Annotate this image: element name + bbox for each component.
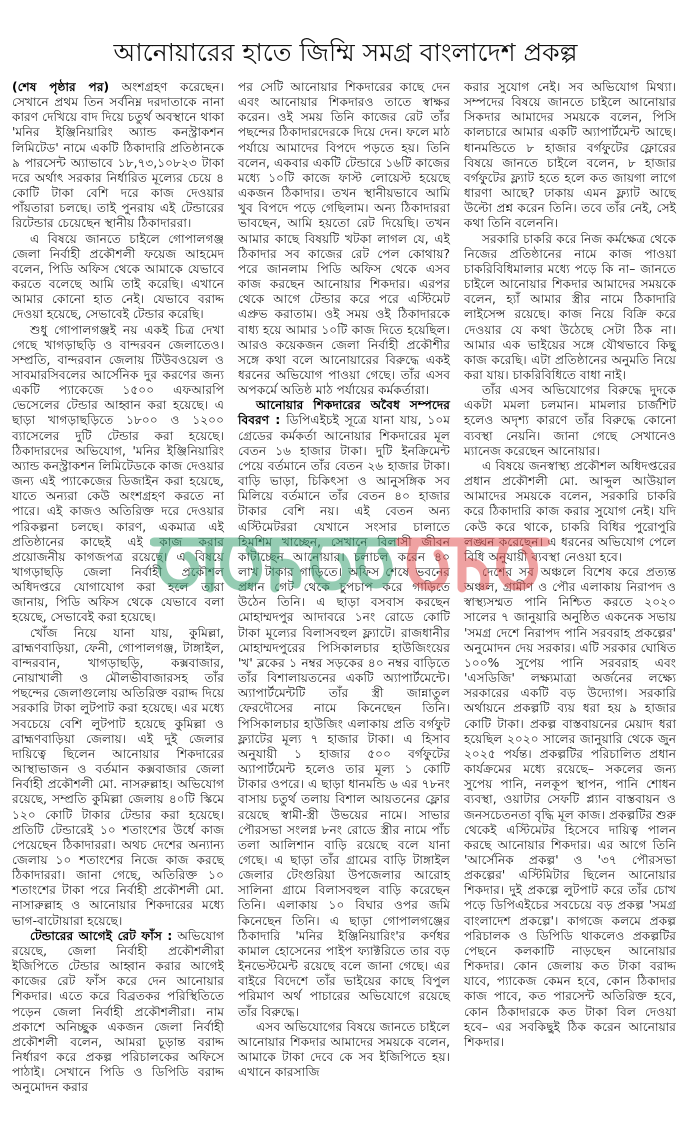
paragraph-text: ডিপিএইচই সূত্রে যানা যায়, ১০ম গ্রেডের কর্মকর্তা আনোয়ার শিকদারের মূল বেতন ১৬ হাজার টাকা। দুটি ইনক্রিমেন্ট পেয়ে বর্তমানে তাঁর বেতন ২৬ হাজার টাকা। বাড়ি ভাড়া, চিকিৎসা ও আনুসঙ্গিক সব মিলিয়ে বর্তমানে তাঁর বেতন ৪০ হাজার টাকার বেশি নয়। এই বেতন অন্য এস্টিমেটররা যেখানে সংসার চালাতে হিমশিম খাচ্ছেন, সেখানে বিলাসী জীবন কাটাচ্ছেন আনোয়ার। চলাচল করেন ৪০ লাখ টাকার গাড়িতে। অফিস শেষে ভবনের প্রধান গেট থেকে চুপচাপ করে গাড়িতে উঠেন তিনি। এ ছাড়া বসবাস করছেন মোহাম্মদপুর আদাবরে ১নং রোডে কোটি টাকা মূল্যের বিলাসবহুল ফ্ল্যাটে। রাজধানীর মোহাম্মদপুরের পিসিকালচার হাউজিংয়ের 'খ' ব্লকের ১ নম্বর সড়কের ৪০ নম্বর বাড়িতে তাঁর বিশালায়তনের একটি অ্যাপার্টমেন্টে। অ্যাপার্টমেন্টটি তাঁর স্ত্রী জান্নাতুল ফেরদৌসের নামে কিনেছেন তিনি। পিসিকালচার হাউজিং এলাকায় প্রতি বর্গফুট ফ্ল্যাটের মূল্য ৭ হাজার টাকা। এ হিসাব অনুযায়ী ১ হাজার ৫০০ বর্গফুটের অ্যাপার্টমেন্ট হলেও তার মূল্য ১ কোটি টাকার ওপরে। এ ছাড়া ধানমন্ডি ৬ এর ৭৮নং বাসায় চতুর্থ তলায় বিশাল আয়তনের ফ্লোর রয়েছে স্বামী-স্ত্রী উভয়ের নামে। সাভার পৌরসভা সংলগ্ন ৮নং রোডে স্ত্রীর নামে পাঁচ তলা আলিশান বাড়ি রয়েছে বলে যানা গেছে। এ ছাড়া তাঁর গ্রামের বাড়ি টাঙ্গাইল জেলার টেংগুরিয়া উপজেলার আরোহ সালিনা গ্রামে বিলাসবহুল বাড়ি করেছেন তিনি। এলাকায় ১০ বিঘার ওপর জমি কিনেছেন তিনি। এ ছাড়া গোপালগঞ্জের ঠিকাদারি 'মনির ইঞ্জিনিয়ারিং'র কর্ণধর কামাল হোসেনের পাইপ ফ্যাক্টরিতে তার বড় ইনভেস্টমেন্ট রয়েছে বলে জানা গেছে। এর বাইরে বিদেশে তাঁর ভাইয়ের কাছে বিপুল পরিমাণ অর্থ পাচারের অভিযোগে রয়েছে তাঁর বিরুদ্ধে। [238,413,451,1019]
article-paragraph [238,80,450,398]
article-paragraph [464,383,676,459]
paragraph-text: অভিযোগ রয়েছে, জেলা নির্বাহী প্রকৌশলীরা ইজিপিতে টেন্ডার আহ্বান করার আগেই কাজের রেট ফাঁস করে দেন আনোয়ার শিকদার। এতে করে বিব্রতকর পরিস্থিতিতে পড়েন জেলা নির্বাহী প্রকৌশলীরা। নাম প্রকাশে অনিচ্ছুক একজন জেলা নির্বাহী প্রকৌশলী বলেন, আমরা চূড়ান্ত বরাদ্দ নির্ধারণ করে প্রকল্প পরিচালকের অফিসে পাঠাই। সেখানে পিডি ও ডিপিডি বরাদ্দ অনুমোদন করার [12,928,224,1095]
article-column-2 [238,80,450,1080]
paragraph-lead: (শেষ পৃষ্ঠার পর) [12,80,110,94]
paragraph-text: এসব অভিযোগের বিষয়ে জানতে চাইলে আনোয়ার শিকদার আমাদের সময়কে বলেন, আমাকে টাকা দেবে কে সব ইজিপিতে হয়। এখানে কারসাজি [238,1019,450,1080]
article-column-3 [464,80,676,1050]
article-paragraph [12,929,224,1096]
article-paragraph [464,232,676,384]
article-paragraph [12,80,224,232]
paragraph-text: তাঁর এসব অভিযোগের বিরুদ্ধে দুদকে একটা মমলা চলমান। মামলার চার্জশিট হলেও অদৃশ্য কারণে তাঁর বিরুদ্ধে কোনো ব্যবস্থা নেয়নি। জানা গেছে সেখানেও ম্যানেজ করেছেন আনোয়ার। [464,383,676,458]
paragraph-lead: টেন্ডারের আগেই রেট ফাঁস : [30,928,173,943]
article-paragraph [464,459,676,565]
paragraph-text: সরকারি চাকরি করে নিজ কর্মক্ষেত্র থেকে নিজের প্রতিষ্ঠানের নামে কাজ পাওয়া চাকরিবিধিমালার মধ্যে পড়ে কি না– জানতে চাইলে আনোয়ার শিকদার আমাদের সময়কে বলেন, হ্যাঁ আমার স্ত্রীর নামে ঠিকাদারি লাইসেন্স রয়েছে। কাজ নিয়ে বিক্রি করে দেওয়ার যে কথা উঠেছে সেটা ঠিক না। আমার এক ভাইয়ের সঙ্গে যৌথভাবে কিছু কাজ করেছি। এটা প্রতিষ্ঠানের অনুমতি নিয়ে করা যায়। চাকরিবিধিতে বাধা নাই। [464,231,676,382]
article-column-1 [12,80,224,1095]
article-paragraph [12,626,224,929]
article-paragraph [12,323,224,626]
article-paragraph [464,565,676,1050]
paragraph-text: এ বিষয়ে জনস্বাস্থ্য প্রকৌশল অধিদপ্তরের প্রধান প্রকৌশলী মো. আব্দুল আউয়াল আমাদের সময়কে বলেন, সরকারি চাকরি করে ঠিকাদারি কাজ করার সুযোগ নেই। যদি কেউ করে থাকে, চাকরি বিধির পুরোপুরি লঙ্ঘন করেছেন। এ ধরনের অভিযোগ পেলে বিধি অনুযায়ী ব্যবস্থা নেওয়া হবে। [464,458,676,564]
paragraph-text: শুধু গোপালগঞ্জই নয় একই চিত্র দেখা গেছে খাগড়াছড়ি ও বান্দরবন জেলাতেও। সম্প্রতি, বান্দরবান জেলায় টিউবওয়েল ও সাবমারসিবলের আর্সেনিক দুর করণের জন্য একটি প্যাকেজে ১৫০০ এফআরপি ভেসেলের টেন্ডার আহ্বান করা হয়েছে। এ ছাড়া খাগড়াছড়িতে ১৮০০ ও ১২০০ ব্যাসেলের দুটি টেন্ডার করা হয়েছে। ঠিকাদারদের অভিযোগ, 'মনির ইঞ্জিনিয়ারিং অ্যান্ড কনস্ট্রাকশন লিমিটেডকে কাজ দেওয়ার জন্য এই প্যাকেজের ডিজাইন করা হয়েছে, যাতে অন্যরা কেউ অংশগ্রহণ করতে না পারে। এই কাজও অতিরিক্ত দরে দেওয়ার পরিকল্পনা চলছে। কারণ, একমাত্র এই প্রতিষ্ঠানের কাছেই এই কাজ করার প্রয়োজনীয় কাগজপত্র রয়েছে। এ বিষয়ে খাগড়াছড়ি জেলা নির্বাহী প্রকৌশল অধিদপ্তরে যোগাযোগ করা হলে তারা জানায়, পিডি অফিস থেকে যেভাবে বলা হয়েছে, সেভাবেই করা হয়েছে। [12,322,224,625]
paragraph-text: করার সুযোগ নেই। সব অভিযোগ মিথ্যা। সম্পদের বিষয়ে জানতে চাইলে আনোয়ার সিকদার আমাদের সময়কে বলেন, পিসি কালচারে আমার একটি অ্যাপার্টমেন্ট আছে। ধানমন্ডিতে ৮ হাজার বর্গফুটের ফ্লোরের বিষয়ে জানতে চাইলে বলেন, ৮ হাজার বর্গফুটের ফ্ল্যাট হতে হলে কত জায়গা লাগে ধারণা আছে? ঢাকায় এমন ফ্ল্যাট আছে উল্টো প্রশ্ন করেন তিনি। তবে তাঁর নেই, সেই কথা তিনি বলেননি। [464,80,676,231]
paragraph-text: দেশের সব অঞ্চলে বিশেষ করে প্রত্যন্ত অঞ্চল, গ্রামীণ ও পৌর এলাকায় নিরাপদ ও স্বাস্থ্যসম্মত পানি নিশ্চিত করতে ২০২০ সালের ৭ জানুয়ারি অনুষ্ঠিত একনেক সভায় 'সমগ্র দেশে নিরাপদ পানি সরবরাহ প্রকল্পের' অনুমোদন দেয় সরকার। এটি সরকার ঘোষিত ১০০% সুপেয় পানি সরবরাহ এবং 'এসডিজি' লক্ষ্যমাত্রা অর্জনের লক্ষ্যে সরকারের একটি বড় উদ্যোগ। সরকারি অর্থায়নে প্রকল্পটি ব্যয় ধরা হয় ৯ হাজার কোটি টাকা। প্রকল্প বাস্তবায়নের মেয়াদ ধরা হয়েছিল ২০২০ সালের জানুয়ারি থেকে জুন ২০২৫ পর্যন্ত। প্রকল্পটির পরিচালিত প্রধান কার্যক্রমের মধ্যে রয়েছে– সকলের জন্য সুপেয় পানি, নলকূপ স্থাপন, পানি শোধন ব্যবস্থা, ওয়াটার সেফটি প্ল্যান বাস্তবায়ন ও জনসচেতনতা বৃদ্ধি মূল কাজ। প্রকল্পটির শুরু থেকেই এস্টিমেটর হিসেবে দায়িত্ব পালন করছে আনোয়ার শিকদার। এর আগে তিনি 'আর্সেনিক প্রকল্প' ও '৩৭ পৌরসভা প্রকল্পের' এস্টিমিটার ছিলেন আনোয়ার শিকদার। দুই প্রকল্পে লুটপাট করে তাঁর চোখ পড়ে ডিপিএইচের সবচেয়ে বড় প্রকল্প 'সমগ্র বাংলাদেশ প্রকল্পে'। কাগজে কলমে প্রকল্প পরিচালক ও ডিপিডি থাকলেও প্রকল্পটির পেছনে কলকাটি নাড়ছেন আনোয়ার শিকদার। কোন জেলায় কত টাকা বরাদ্দ যাবে, প্যাকেজ কেমন হবে, কোন ঠিকাদার কাজ পাবে, কত পারসেন্ট অতিরিক্ত হবে, কোন ঠিকাদারকে কত টাকা বিল দেওয়া হবে– এর সবকিছুই ঠিক করেন আনোয়ার শিকদার। [464,565,676,1049]
article-paragraph [464,80,676,232]
article-paragraph [12,232,224,323]
paragraph-text: এ বিষয়ে জানতে চাইলে গোপালগঞ্জ জেলা নির্বাহী প্রকৌশলী ফয়েজ আহমেদ বলেন, পিডি অফিস থেকে আমাকে যেভাবে করতে বলেছে আমি তাই করেছি। এখানে আমার কোনো হাত নেই। যেভাবে বরাদ্দ দেওয়া হয়েছে, সেভাবেই টেন্ডার করেছি। [12,231,224,322]
headline: আনোয়ারের হাতে জিম্মি সমগ্র বাংলাদেশ প্রকল্প [113,38,578,67]
article-paragraph [238,398,450,1019]
paragraph-lead: আনোয়ার শিকদারের অবৈধ সম্পদের বিবরণ : [238,398,450,428]
paragraph-text: পর সেটি আনোয়ার শিকদারের কাছে দেন এবং আনোয়ার শিকদারও তাতে স্বাক্ষর করেন। ওই সময় তিনি কাজের রেট তাঁর পছন্দের ঠিকাদারদেরকে দিয়ে দেন। ফলে মাঠ পর্যায়ে আমাদের বিপদে পড়তে হয়। তিনি বলেন, একবার একটি টেন্ডারে ১৬টি কাজের মধ্যে ১০টি কাজে ফাস্ট লোয়েস্ট হয়েছে একজন ঠিকাদার। তখন স্থানীয়ভাবে আমি খুব বিপদে পড়ে গেছিলাম। অন্য ঠিকাদাররা ভাবছেন, আমি হয়তো রেট দিয়েছি। তখন আমার কাছে বিষয়টি খটকা লাগল যে, এই ঠিকাদার সব কাজের রেট পেল কোথায়? পরে জানলাম পিডি অফিস থেকে এসব কাজ করছেন আনোয়ার শিকদার। এরপর থেকে আগে টেন্ডার করে পরে এস্টিমেট এপ্রুভ করাতাম। ওই সময় ওই ঠিকাদারকে বাধ্য হয়ে আমার ১০টি কাজ দিতে হয়েছিল। আরও কয়েকজন জেলা নির্বাহী প্রকৌশীর সঙ্গে কথা বলে আনোয়ারের বিরুদ্ধে একই ধরনের অভিযোগ পাওয়া গেছে। তাঁর এসব অপকর্মে অতিষ্ঠ মাঠ পর্যায়ের কর্মকর্তারা। [238,80,450,398]
article-paragraph [238,1020,450,1081]
paragraph-text: খোঁজ নিয়ে যানা যায়, কুমিল্লা, ব্রাহ্মণবাড়িয়া, ফেনী, গোপালগঞ্জ, টাঙ্গাইল, বান্দরবান, খাগড়াছড়ি, কক্সবাজার, নোয়াখালী ও মৌলভীবাজারসহ তাঁর পছন্দের জেলাগুলোয় অতিরিক্ত বরাদ্দ দিয়ে সরকারি টাকা লুটপাট করা হয়েছে। এর মধ্যে সবচেয়ে বেশি লুটপাট হয়েছে কুমিল্লা ও ব্রাহ্মণবাড়িয়া জেলায়। এই দুই জেলার দায়িত্বে ছিলেন আনোয়ার শিকদারের আস্থাভাজন ও বর্তমান কক্সবাজার জেলা নির্বাহী প্রকৌশলী মো. নাসরুল্লাহ। অভিযোগ রয়েছে, সম্প্রতি কুমিল্লা জেলায় ৪০টি স্কিমে ১২০ কোটি টাকার টেন্ডার করা হয়েছে। প্রতিটি টেন্ডারেই ১০ শতাংশের উর্ধে কাজ পেয়েছেন ঠিকাদাররা। অথচ দেশের অন্যান্য জেলায় ১০ শতাংশের নিজে কাজ করছে ঠিকাদাররা। জানা গেছে, অতিরিক্ত ১০ শতাংশের টাকা পরে নির্বাহী প্রকৌশলী মো. নাসারুল্লাহ ও আনোয়ার শিকদারের মধ্যে ভাগ-বাটোয়ারা হয়েছে। [12,625,224,928]
paragraph-text: অংশগ্রহণ করেছেন। সেখানে প্রথম তিন সর্বনিম্ন দরদাতাকে নানা কারণ দেখিয়ে বাদ দিয়ে চতুর্থ অবস্থানে থাকা 'মনির ইঞ্জিনিয়ারিং অ্যান্ড কনস্ট্রাকশন লিমিটেড' নামে একটি ঠিকাদারি প্রতিষ্ঠানকে ৯ পারসেন্ট অ্যাভাবে ১৮,৭৩,১০৮২৩ টাকা দরে অর্থাৎ সরকার নির্ধারিত মূল্যের চেয়ে ৪ কোটি টাকা বেশি দরে কাজ দেওয়ার পাঁয়তারা চলছে। তাই পুনরায় এই টেন্ডারের রিটেন্ডার চেয়েছেন স্থানীয় ঠিকাদাররা। [12,80,224,231]
